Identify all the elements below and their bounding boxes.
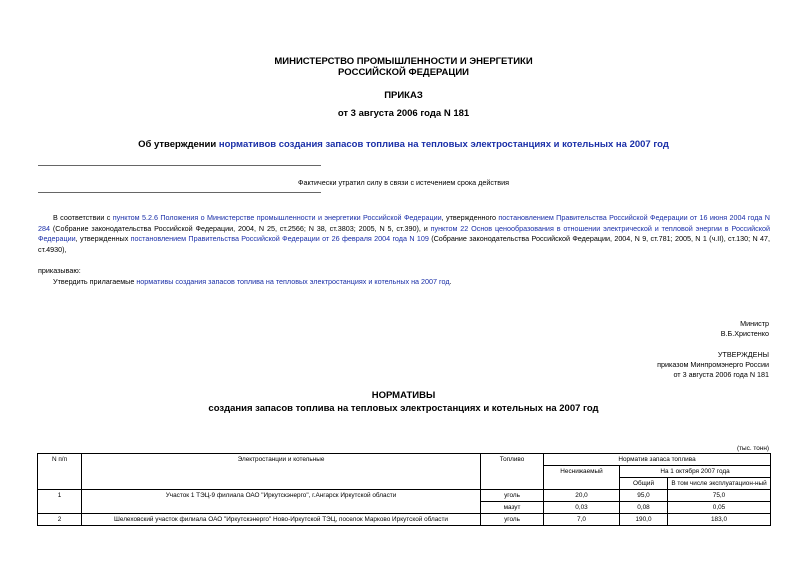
link-norms[interactable]: нормативы создания запасов топлива на тепловых электростанциях и котельных на 2007 год <box>136 277 450 286</box>
order-word: приказываю: <box>38 266 81 275</box>
cell-operational: 75,0 <box>668 490 771 502</box>
divider-bottom <box>38 192 321 193</box>
preamble-text-2: , утвержденного <box>441 213 499 222</box>
header-nonreducible: Неснижаемый <box>544 466 620 490</box>
signature-position: Министр <box>740 319 769 328</box>
table-row <box>38 490 771 502</box>
cell-total: 190,0 <box>620 514 668 526</box>
approval-line3: от 3 августа 2006 года N 181 <box>673 370 769 379</box>
cell-operational: 0,05 <box>668 502 771 514</box>
doc-type: ПРИКАЗ <box>384 90 423 101</box>
table-row <box>38 514 771 526</box>
title-prefix: Об утверждении <box>138 139 219 150</box>
approval-line1: УТВЕРЖДЕНЫ <box>717 350 769 359</box>
header-oct1: На 1 октября 2007 года <box>620 466 771 478</box>
cell-num: 2 <box>38 514 82 526</box>
order-text-2: . <box>449 277 452 286</box>
ministry-line1: МИНИСТЕРСТВО ПРОМЫШЛЕННОСТИ И ЭНЕРГЕТИКИ <box>274 56 533 67</box>
norms-table <box>37 453 771 526</box>
cell-nonreducible: 0,03 <box>544 502 620 514</box>
order-paragraph <box>53 277 452 287</box>
approval-block <box>657 350 769 380</box>
ministry-line2: РОССИЙСКОЙ ФЕДЕРАЦИИ <box>337 67 469 78</box>
doc-date: от 3 августа 2006 года N 181 <box>337 108 470 119</box>
signature-name: В.Б.Христенко <box>720 329 769 338</box>
ministry-name <box>0 56 807 78</box>
preamble-text-1: В соответствии с <box>53 213 113 222</box>
preamble-paragraph <box>38 213 770 255</box>
header-fuel: Топливо <box>481 454 544 490</box>
table-header-row <box>38 454 771 466</box>
cell-nonreducible: 20,0 <box>544 490 620 502</box>
header-total: Общий <box>620 478 668 490</box>
preamble-text-5: (Собрание законодательства Российской Федерации, 2004, N 9, ст.781; 2005, N 1 (ч.II), ст.130; N 47, ст.4930), <box>38 234 770 254</box>
signature-block <box>721 319 769 339</box>
status-note: Фактически утратил силу в связи с истечением срока действия <box>298 178 509 187</box>
cell-total: 0,08 <box>620 502 668 514</box>
link-resolution-109[interactable]: постановлением Правительства Российской Федерации от 26 февраля 2004 года N 109 <box>130 234 429 244</box>
cell-operational: 183,0 <box>668 514 771 526</box>
cell-total: 95,0 <box>620 490 668 502</box>
divider-top <box>38 165 321 166</box>
cell-nonreducible: 7,0 <box>544 514 620 526</box>
norms-title: НОРМАТИВЫ <box>371 390 436 401</box>
order-text-1: Утвердить прилагаемые <box>53 277 137 286</box>
link-resolution-284[interactable]: постановлением Правительства Российской Федерации от 16 июня 2004 года N 284 <box>38 213 770 233</box>
approval-line2: приказом Минпромэнерго России <box>657 360 769 369</box>
link-ministry-regulation[interactable]: пунктом 5.2.6 Положения о Министерстве промышленности и энергетики Российской Федерации <box>112 213 442 222</box>
title-link[interactable]: нормативов создания запасов топлива на тепловых электростанциях и котельных на 2007 год <box>218 139 669 150</box>
cell-plant: Шелеховский участок филиала ОАО "Иркутскэнерго" Ново-Иркутской ТЭЦ, поселок Марково Иркутской области <box>82 514 481 526</box>
link-pricing-basics[interactable]: пунктом 22 Основ ценообразования в отношении электрической и тепловой энергии в Российской Федерации <box>38 223 771 244</box>
header-norm: Норматив запаса топлива <box>544 454 771 466</box>
header-num: N п/п <box>38 454 82 490</box>
cell-fuel: мазут <box>481 502 544 514</box>
cell-num: 1 <box>38 490 82 514</box>
cell-fuel: уголь <box>481 514 544 526</box>
header-plants: Электростанции и котельные <box>82 454 481 490</box>
cell-fuel: уголь <box>481 490 544 502</box>
unit-label: (тыс. тонн) <box>737 445 769 452</box>
header-operational: В том числе эксплуатацион-ный <box>668 478 771 490</box>
document-title <box>0 139 807 150</box>
preamble-text-4: , утвержденных <box>75 234 131 244</box>
preamble-text-3: (Собрание законодательства Российской Федерации, 2004, N 25, ст.2566; N 38, ст.3803; 2005, N 5, ст.390), и <box>50 223 431 233</box>
cell-plant: Участок 1 ТЭЦ-9 филиала ОАО "Иркутскэнерго", г.Ангарск Иркутской области <box>82 490 481 514</box>
norms-subtitle: создания запасов топлива на тепловых электростанциях и котельных на 2007 год <box>208 403 599 414</box>
